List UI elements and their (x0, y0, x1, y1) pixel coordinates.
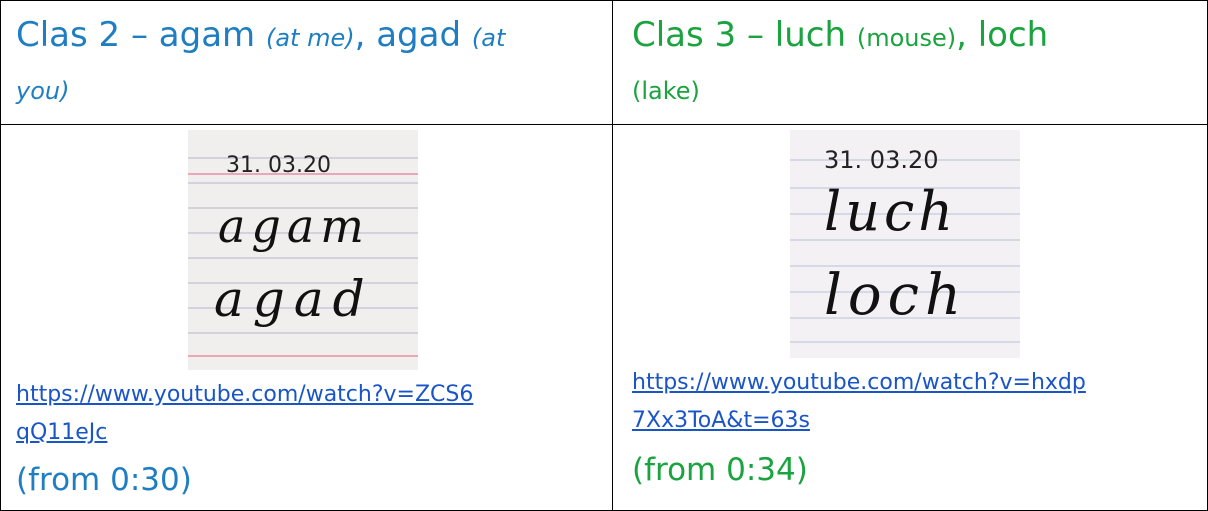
right-photo-word-1: luch (824, 180, 958, 243)
right-photo-word-2: loch (824, 263, 968, 328)
left-heading-gloss-1: (at me) (265, 24, 355, 52)
left-heading-gloss-2-line-1: (at (471, 24, 506, 52)
left-heading-title: Clas 2 – agam (16, 15, 256, 55)
right-heading (632, 10, 1202, 119)
left-heading-gloss-2-line-2: you) (16, 77, 70, 105)
right-heading-gloss-2: (lake) (632, 77, 700, 105)
left-from-timestamp: (from 0:30) (16, 462, 192, 498)
left-photo-word-1: agam (218, 199, 370, 253)
right-from-timestamp: (from 0:34) (632, 452, 808, 488)
right-photo-date: 31. 03.20 (824, 146, 939, 174)
left-link-line-2: qQ11eJc (16, 420, 108, 445)
right-heading-gloss-1: (mouse) (856, 24, 957, 52)
right-youtube-link[interactable] (632, 364, 1202, 440)
left-heading (16, 10, 606, 119)
column-divider (612, 0, 613, 511)
right-heading-title: Clas 3 – luch (632, 15, 847, 55)
left-link-line-1: https://www.youtube.com/watch?v=ZCS6 (16, 382, 474, 407)
left-heading-word-2: , agad (354, 15, 462, 55)
right-link-line-2: 7Xx3ToA&t=63s (632, 408, 810, 433)
left-youtube-link[interactable] (16, 376, 606, 452)
left-handwriting-photo (188, 130, 418, 370)
right-heading-word-2: , loch (956, 15, 1049, 55)
right-handwriting-photo (790, 130, 1020, 358)
left-photo-date: 31. 03.20 (226, 153, 331, 178)
left-photo-word-2: agad (214, 270, 374, 328)
right-link-line-1: https://www.youtube.com/watch?v=hxdp (632, 370, 1086, 395)
row-divider (0, 124, 1208, 125)
